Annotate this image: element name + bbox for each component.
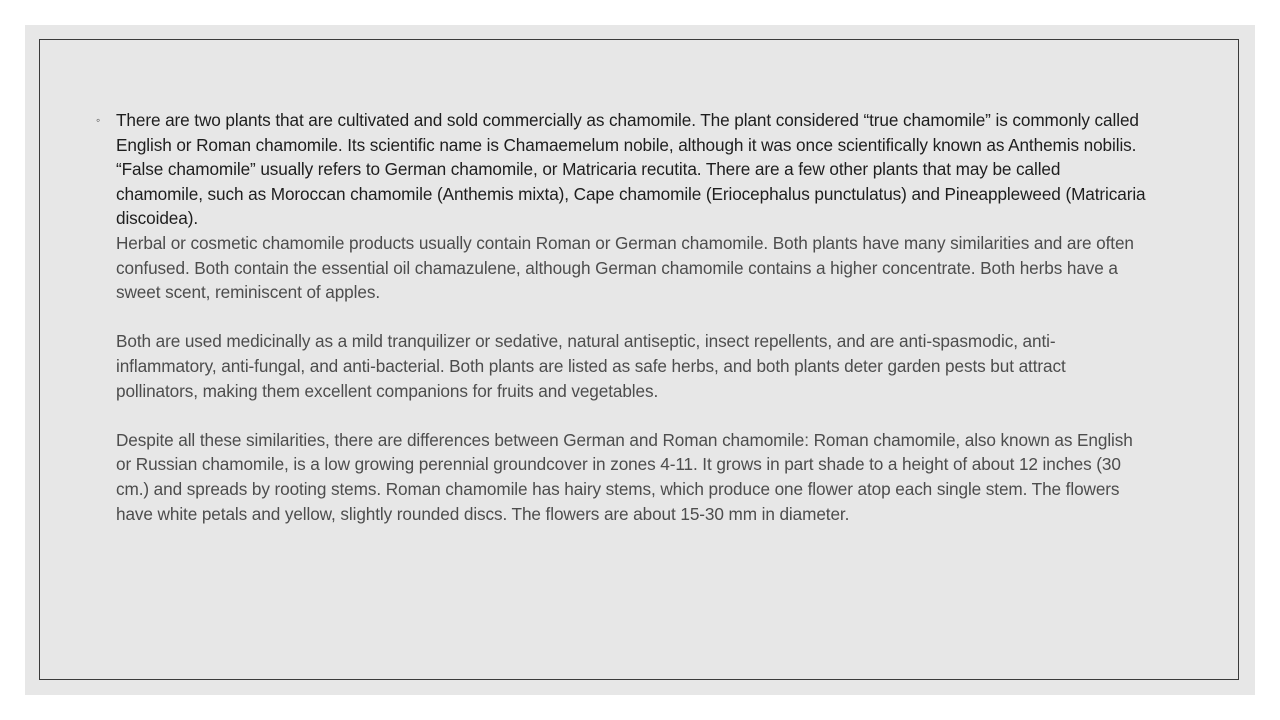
slide-content <box>96 108 1146 526</box>
paragraph-chamomile-types: There are two plants that are cultivated and sold commercially as chamomile. The plant considered “true chamomile” is commonly called English or Roman chamomile. Its scientific name is Chamaemelum nobile, although it was once scientifically known as Anthemis nobilis. “False chamomile” usually refers to German chamomile, or Matricaria recutita. There are a few other plants that may be called chamomile, such as Moroccan chamomile (Anthemis mixta), Cape chamomile (Eriocephalus punctulatus) and Pineappleweed (Matricaria discoidea). <box>116 110 1146 229</box>
paragraph-spacer <box>116 305 1146 330</box>
paragraph-chamomile-products: Herbal or cosmetic chamomile products usually contain Roman or German chamomile. Both plants have many similarities and are often confused. Both contain the essential oil chamazulene, although German chamomile contains a higher concentrate. Both herbs have a sweet scent, reminiscent of apples. <box>116 232 1134 303</box>
paragraph-differences: Despite all these similarities, there are differences between German and Roman chamomile: Roman chamomile, also known as English or Russian chamomile, is a low growing perennial groundcover in zones 4-11. It grows in part shade to a height of about 12 inches (30 cm.) and spreads by rooting stems. Roman chamomile has hairy stems, which produce one flower atop each single stem. The flowers have white petals and yellow, slightly rounded discs. The flowers are about 15-30 mm in diameter. <box>116 429 1133 524</box>
bullet-item <box>96 108 1146 526</box>
paragraph-spacer <box>116 403 1146 428</box>
paragraph-medicinal-uses: Both are used medicinally as a mild tranquilizer or sedative, natural antiseptic, insect repellents, and are anti-spasmodic, anti-inflammatory, anti-fungal, and anti-bacterial. Both plants are listed as safe herbs, and both plants deter garden pests but attract pollinators, making them excellent companions for fruits and vegetables. <box>116 331 1066 401</box>
bullet-circle-icon: ◦ <box>96 113 101 127</box>
